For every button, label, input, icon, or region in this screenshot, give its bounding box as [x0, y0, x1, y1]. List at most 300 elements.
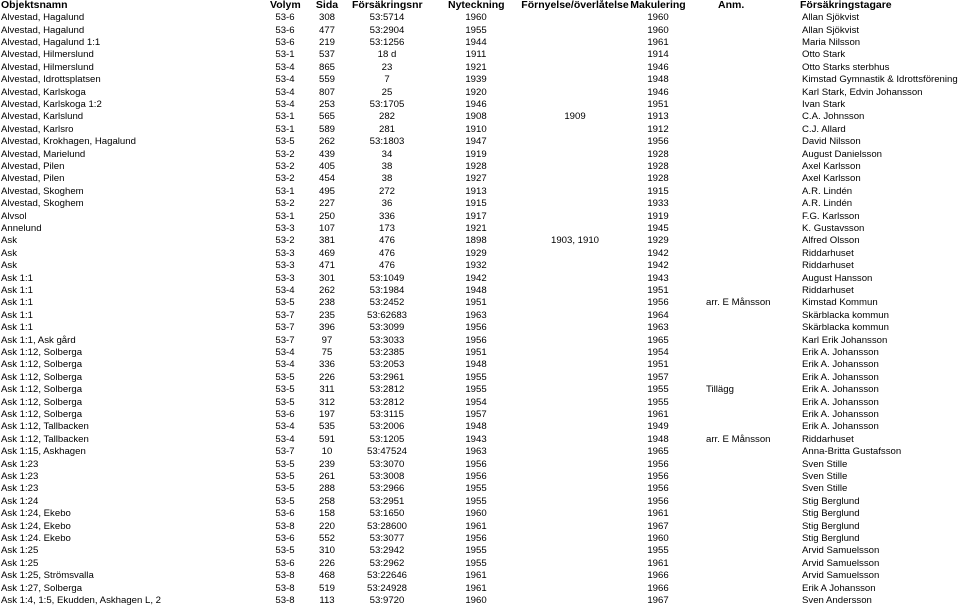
cell-makulering: 1948: [647, 74, 669, 86]
cell-objektsnamn: Alvestad, Marielund: [1, 148, 86, 160]
cell-forsakringsnr: 53:3077: [369, 533, 405, 544]
cell-volym: 53-2: [275, 161, 295, 172]
cell-sida: 288: [318, 483, 335, 495]
cell-makulering: 1933: [647, 198, 669, 210]
cell-objektsnamn: Ask 1:4, 1:5, Ekudden, Askhagen L, 2: [1, 595, 162, 606]
cell-forsakringstagare: Riddarhuset: [802, 260, 854, 272]
cell-forsakringstagare: Erik A. Johansson: [802, 347, 879, 358]
cell-forsakringstagare: C.A. Johnsson: [802, 111, 865, 123]
cell-objektsnamn: Alvestad, Hagalund: [1, 12, 85, 24]
cell-makulering: 1960: [647, 533, 669, 544]
cell-objektsnamn: Alvsol: [1, 210, 27, 222]
cell-forsakringsnr: 53:2904: [369, 24, 405, 36]
cell-forsakringsnr: 476: [378, 247, 395, 259]
cell-forsakringstagare: Erik A. Johansson: [802, 384, 879, 396]
cell-nyteckning: 1951: [465, 297, 487, 309]
cell-sida: 471: [318, 260, 335, 272]
cell-volym: 53-5: [275, 371, 295, 383]
table-row: [0, 595, 959, 607]
cell-makulering: 1928: [647, 161, 669, 172]
cell-objektsnamn: Alvestad, Krokhagen, Hagalund: [1, 136, 136, 148]
table-row: [0, 223, 959, 235]
cell-makulering: 1948: [647, 433, 669, 445]
cell-sida: 381: [318, 235, 335, 247]
cell-makulering: 1960: [647, 24, 669, 36]
cell-makulering: 1964: [647, 309, 669, 321]
cell-volym: 53-2: [275, 198, 295, 210]
table-row: [0, 409, 959, 421]
cell-objektsnamn: Ask: [1, 235, 17, 247]
cell-sida: 226: [318, 557, 335, 569]
header-makulering: Makulering: [630, 0, 686, 11]
table-row: [0, 161, 959, 173]
cell-forsakringstagare: Stig Berglund: [802, 533, 860, 544]
cell-forsakringsnr: 53:3033: [369, 334, 405, 346]
cell-nyteckning: 1913: [465, 185, 487, 197]
table-row: [0, 496, 959, 508]
table-row: [0, 446, 959, 458]
cell-forsakringstagare: Allan Sjökvist: [802, 24, 860, 36]
cell-volym: 53-3: [275, 223, 295, 234]
cell-forsakringsnr: 53:2812: [369, 396, 405, 408]
cell-forsakringsnr: 282: [378, 111, 395, 123]
cell-volym: 53-6: [275, 409, 295, 420]
cell-nyteckning: 1898: [465, 235, 487, 247]
cell-nyteckning: 1944: [465, 37, 487, 48]
cell-nyteckning: 1955: [465, 495, 487, 507]
cell-forsakringstagare: Sven Stille: [802, 471, 848, 482]
cell-forsakringsnr: 53:2961: [369, 371, 405, 383]
table-row: [0, 558, 959, 570]
cell-forsakringstagare: Skärblacka kommun: [802, 322, 889, 334]
cell-volym: 53-3: [275, 260, 295, 272]
cell-forsakringstagare: Erik A. Johansson: [802, 421, 879, 433]
cell-makulering: 1945: [647, 223, 669, 234]
cell-forsakringstagare: David Nilsson: [802, 136, 861, 148]
cell-makulering: 1966: [647, 570, 669, 582]
cell-forsakringstagare: Erik A. Johansson: [802, 359, 879, 371]
cell-makulering: 1913: [647, 111, 669, 123]
cell-forsakringstagare: Sven Andersson: [802, 595, 872, 606]
cell-forsakringstagare: Otto Stark: [802, 49, 846, 61]
table-row: [0, 397, 959, 409]
cell-makulering: 1965: [647, 334, 669, 346]
table-row: [0, 471, 959, 483]
cell-objektsnamn: Alvestad, Pilen: [1, 161, 65, 172]
cell-volym: 53-7: [275, 309, 295, 321]
cell-forsakringstagare: Erik A Johansson: [802, 582, 876, 594]
cell-sida: 405: [318, 161, 335, 172]
cell-objektsnamn: Annelund: [1, 223, 42, 234]
cell-objektsnamn: Alvestad, Karlskoga: [1, 86, 86, 98]
cell-nyteckning: 1961: [465, 570, 487, 582]
cell-forsakringstagare: F.G. Karlsson: [802, 210, 860, 222]
cell-sida: 535: [318, 421, 335, 433]
cell-nyteckning: 1956: [465, 334, 487, 346]
cell-sida: 477: [318, 24, 335, 36]
cell-volym: 53-5: [275, 396, 295, 408]
cell-nyteckning: 1932: [465, 260, 487, 272]
cell-sida: 469: [318, 247, 335, 259]
cell-sida: 227: [318, 198, 335, 210]
cell-forsakringstagare: A.R. Lindén: [802, 198, 853, 210]
table-row: [0, 273, 959, 285]
cell-forsakringsnr: 53:2385: [369, 347, 405, 358]
table-row: [0, 211, 959, 223]
table-row: [0, 186, 959, 198]
cell-volym: 53-4: [275, 99, 295, 110]
cell-volym: 53-7: [275, 446, 295, 458]
cell-forsakringsnr: 53:28600: [366, 520, 407, 532]
cell-forsakringsnr: 53:1650: [369, 508, 405, 520]
cell-forsakringstagare: Stig Berglund: [802, 495, 860, 507]
cell-objektsnamn: Ask 1:1: [1, 322, 33, 334]
cell-objektsnamn: Ask 1:1, Ask gård: [1, 334, 76, 346]
cell-objektsnamn: Ask 1:12, Solberga: [1, 371, 83, 383]
cell-makulering: 1954: [647, 347, 669, 358]
cell-makulering: 1967: [647, 595, 669, 606]
cell-forsakringstagare: Maria Nilsson: [802, 37, 861, 48]
cell-objektsnamn: Ask 1:23: [1, 471, 39, 482]
cell-sida: 565: [318, 111, 335, 123]
cell-anm: arr. E Månsson: [706, 297, 771, 309]
cell-makulering: 1943: [647, 272, 669, 284]
cell-objektsnamn: Ask: [1, 260, 17, 272]
table-row: [0, 434, 959, 446]
cell-objektsnamn: Alvestad, Hilmerslund: [1, 49, 94, 61]
table-row: [0, 198, 959, 210]
cell-forsakringsnr: 53:2962: [369, 557, 405, 569]
cell-forsakringsnr: 53:2812: [369, 384, 405, 396]
cell-forsakringstagare: Riddarhuset: [802, 247, 854, 259]
cell-fornyelse: 1909: [564, 111, 586, 123]
cell-nyteckning: 1954: [465, 396, 487, 408]
cell-volym: 53-4: [275, 285, 295, 296]
cell-forsakringstagare: Axel Karlsson: [802, 173, 861, 185]
cell-objektsnamn: Ask 1:1: [1, 272, 33, 284]
table-row: [0, 25, 959, 37]
cell-objektsnamn: Ask 1:25, Strömsvalla: [1, 570, 94, 582]
cell-volym: 53-8: [275, 595, 295, 606]
cell-forsakringstagare: August Hansson: [802, 272, 873, 284]
cell-forsakringsnr: 53:22646: [366, 570, 407, 582]
header-forsakringsnr: Försäkringsnr: [352, 0, 423, 11]
cell-forsakringstagare: Arvid Samuelsson: [802, 570, 880, 582]
cell-objektsnamn: Ask 1:23: [1, 458, 39, 470]
table-row: [0, 421, 959, 433]
cell-forsakringsnr: 53:3070: [369, 458, 405, 470]
cell-makulering: 1949: [647, 421, 669, 433]
cell-forsakringstagare: Skärblacka kommun: [802, 309, 889, 321]
cell-forsakringstagare: Alfred Olsson: [802, 235, 860, 247]
cell-makulering: 1956: [647, 136, 669, 148]
cell-sida: 807: [318, 86, 335, 98]
cell-volym: 53-4: [275, 433, 295, 445]
cell-objektsnamn: Ask 1:25: [1, 557, 39, 569]
cell-forsakringsnr: 53:3099: [369, 322, 405, 334]
cell-makulering: 1928: [647, 148, 669, 160]
cell-sida: 468: [318, 570, 335, 582]
cell-nyteckning: 1921: [465, 61, 487, 73]
cell-makulering: 1951: [647, 99, 669, 110]
cell-volym: 53-4: [275, 61, 295, 73]
cell-sida: 495: [318, 185, 335, 197]
cell-forsakringstagare: C.J. Allard: [802, 123, 846, 135]
cell-volym: 53-3: [275, 247, 295, 259]
table-header: [0, 0, 959, 11]
cell-nyteckning: 1960: [465, 508, 487, 520]
cell-nyteckning: 1956: [465, 458, 487, 470]
cell-nyteckning: 1921: [465, 223, 487, 234]
cell-sida: 589: [318, 123, 335, 135]
cell-nyteckning: 1942: [465, 272, 487, 284]
cell-volym: 53-5: [275, 483, 295, 495]
header-anm: Anm.: [718, 0, 745, 11]
cell-forsakringsnr: 173: [378, 223, 395, 234]
cell-makulering: 1960: [647, 12, 669, 24]
cell-objektsnamn: Alvestad, Skoghem: [1, 198, 84, 210]
cell-forsakringsnr: 53:62683: [366, 309, 407, 321]
cell-sida: 250: [318, 210, 335, 222]
cell-nyteckning: 1946: [465, 99, 487, 110]
cell-objektsnamn: Ask 1:1: [1, 297, 33, 309]
cell-sida: 262: [318, 136, 335, 148]
cell-sida: 312: [318, 396, 335, 408]
cell-objektsnamn: Alvestad, Idrottsplatsen: [1, 74, 101, 86]
table-row: [0, 359, 959, 371]
cell-forsakringstagare: K. Gustavsson: [802, 223, 865, 234]
table-row: [0, 173, 959, 185]
cell-volym: 53-6: [275, 557, 295, 569]
cell-forsakringstagare: Sven Stille: [802, 458, 848, 470]
cell-nyteckning: 1960: [465, 595, 487, 606]
cell-sida: 219: [318, 37, 335, 48]
cell-makulering: 1957: [647, 371, 669, 383]
cell-forsakringstagare: Otto Starks sterbhus: [802, 61, 890, 73]
cell-forsakringsnr: 53:1205: [369, 433, 405, 445]
cell-sida: 537: [318, 49, 335, 61]
cell-forsakringstagare: Ivan Stark: [802, 99, 846, 110]
cell-sida: 226: [318, 371, 335, 383]
cell-volym: 53-6: [275, 12, 295, 24]
cell-forsakringstagare: Axel Karlsson: [802, 161, 861, 172]
cell-makulering: 1956: [647, 458, 669, 470]
cell-nyteckning: 1951: [465, 347, 487, 358]
table-row: [0, 260, 959, 272]
cell-forsakringstagare: Arvid Samuelsson: [802, 557, 880, 569]
cell-forsakringsnr: 272: [378, 185, 395, 197]
cell-nyteckning: 1955: [465, 384, 487, 396]
table-row: [0, 533, 959, 545]
cell-forsakringsnr: 53:5714: [369, 12, 405, 24]
cell-volym: 53-2: [275, 173, 295, 185]
table-row: [0, 347, 959, 359]
cell-nyteckning: 1955: [465, 371, 487, 383]
cell-anm: arr. E Månsson: [706, 433, 771, 445]
cell-forsakringstagare: Stig Berglund: [802, 508, 860, 520]
cell-volym: 53-5: [275, 545, 295, 557]
cell-objektsnamn: Alvestad, Karlsro: [1, 123, 74, 135]
cell-nyteckning: 1956: [465, 533, 487, 544]
cell-objektsnamn: Ask 1:27, Solberga: [1, 582, 83, 594]
cell-volym: 53-7: [275, 334, 295, 346]
cell-forsakringsnr: 23: [381, 61, 393, 73]
cell-nyteckning: 1947: [465, 136, 487, 148]
cell-forsakringsnr: 53:1984: [369, 285, 405, 296]
cell-volym: 53-1: [275, 123, 295, 135]
cell-objektsnamn: Ask 1:12, Solberga: [1, 384, 83, 396]
cell-objektsnamn: Ask 1:24. Ekebo: [1, 533, 71, 544]
table-row: [0, 322, 959, 334]
table-row: [0, 384, 959, 396]
cell-volym: 53-5: [275, 471, 295, 482]
cell-volym: 53-4: [275, 74, 295, 86]
cell-nyteckning: 1960: [465, 12, 487, 24]
cell-objektsnamn: Ask 1:24: [1, 495, 39, 507]
cell-objektsnamn: Ask 1:23: [1, 483, 39, 495]
cell-makulering: 1961: [647, 37, 669, 48]
cell-volym: 53-8: [275, 520, 295, 532]
table-row: [0, 87, 959, 99]
cell-forsakringstagare: Riddarhuset: [802, 285, 854, 296]
table-row: [0, 459, 959, 471]
cell-sida: 559: [318, 74, 335, 86]
cell-objektsnamn: Alvestad, Hilmerslund: [1, 61, 94, 73]
cell-volym: 53-3: [275, 272, 295, 284]
cell-volym: 53-2: [275, 148, 295, 160]
table-row: [0, 521, 959, 533]
cell-sida: 235: [318, 309, 335, 321]
cell-sida: 396: [318, 322, 335, 334]
cell-nyteckning: 1956: [465, 322, 487, 334]
cell-sida: 253: [318, 99, 335, 110]
cell-sida: 113: [319, 595, 335, 606]
cell-makulering: 1963: [647, 322, 669, 334]
cell-volym: 53-6: [275, 508, 295, 520]
cell-volym: 53-7: [275, 322, 295, 334]
cell-forsakringsnr: 53:2966: [369, 483, 405, 495]
cell-sida: 310: [318, 545, 335, 557]
cell-nyteckning: 1910: [465, 123, 487, 135]
cell-objektsnamn: Alvestad, Hagalund: [1, 24, 85, 36]
cell-objektsnamn: Alvestad, Karlskoga 1:2: [1, 99, 102, 110]
cell-makulering: 1955: [647, 384, 669, 396]
table-row: [0, 483, 959, 495]
cell-nyteckning: 1911: [465, 49, 487, 61]
cell-volym: 53-4: [275, 359, 295, 371]
cell-sida: 10: [321, 446, 333, 458]
table-row: [0, 37, 959, 49]
cell-makulering: 1956: [647, 495, 669, 507]
cell-makulering: 1956: [647, 297, 669, 309]
cell-forsakringsnr: 18 d: [377, 49, 397, 61]
table-row: [0, 49, 959, 61]
cell-nyteckning: 1927: [465, 173, 487, 185]
cell-makulering: 1951: [647, 285, 669, 296]
cell-makulering: 1956: [647, 483, 669, 495]
cell-volym: 53-4: [275, 421, 295, 433]
cell-sida: 552: [318, 533, 335, 544]
cell-makulering: 1942: [647, 260, 669, 272]
cell-nyteckning: 1955: [465, 557, 487, 569]
cell-sida: 197: [318, 409, 335, 420]
cell-makulering: 1956: [647, 471, 669, 482]
cell-volym: 53-5: [275, 384, 295, 396]
cell-forsakringstagare: Allan Sjökvist: [802, 12, 860, 24]
cell-forsakringstagare: Stig Berglund: [802, 520, 860, 532]
cell-makulering: 1942: [647, 247, 669, 259]
cell-makulering: 1951: [647, 359, 669, 371]
cell-nyteckning: 1961: [465, 582, 487, 594]
cell-makulering: 1915: [647, 185, 669, 197]
cell-forsakringsnr: 36: [381, 198, 393, 210]
cell-objektsnamn: Ask 1:12, Solberga: [1, 347, 83, 358]
cell-makulering: 1955: [647, 396, 669, 408]
cell-volym: 53-4: [275, 347, 295, 358]
table-row: [0, 583, 959, 595]
cell-nyteckning: 1961: [465, 520, 487, 532]
cell-makulering: 1967: [647, 520, 669, 532]
cell-forsakringstagare: A.R. Lindén: [802, 185, 853, 197]
header-sida: Sida: [315, 0, 339, 11]
table-row: [0, 235, 959, 247]
cell-anm: Tillägg: [706, 384, 734, 396]
cell-forsakringstagare: Kimstad Kommun: [802, 297, 878, 309]
cell-forsakringsnr: 336: [378, 210, 395, 222]
cell-forsakringstagare: Erik A. Johansson: [802, 409, 879, 420]
cell-sida: 261: [318, 471, 335, 482]
cell-forsakringsnr: 53:3115: [370, 409, 404, 420]
cell-objektsnamn: Alvestad, Pilen: [1, 173, 65, 185]
cell-objektsnamn: Ask 1:12, Tallbacken: [1, 421, 89, 433]
cell-nyteckning: 1955: [465, 24, 487, 36]
cell-nyteckning: 1948: [465, 359, 487, 371]
cell-objektsnamn: Ask 1:12, Solberga: [1, 359, 83, 371]
header-fornyelse: Förnyelse/överlåtelse: [521, 0, 629, 11]
cell-objektsnamn: Ask 1:1: [1, 285, 33, 296]
cell-forsakringstagare: Karl Stark, Edvin Johansson: [802, 86, 923, 98]
cell-nyteckning: 1963: [465, 309, 487, 321]
table-row: [0, 111, 959, 123]
cell-nyteckning: 1917: [465, 210, 487, 222]
cell-nyteckning: 1908: [465, 111, 487, 123]
cell-forsakringstagare: Erik A. Johansson: [802, 396, 879, 408]
cell-volym: 53-1: [275, 49, 295, 61]
cell-objektsnamn: Ask 1:12, Tallbacken: [1, 433, 89, 445]
table-row: [0, 335, 959, 347]
cell-objektsnamn: Ask: [1, 247, 17, 259]
cell-objektsnamn: Ask 1:15, Askhagen: [1, 446, 86, 458]
table-row: [0, 99, 959, 111]
header-objektsnamn: Objektsnamn: [1, 0, 68, 11]
cell-makulering: 1966: [647, 582, 669, 594]
cell-nyteckning: 1943: [465, 433, 487, 445]
cell-objektsnamn: Ask 1:12, Solberga: [1, 396, 83, 408]
cell-makulering: 1928: [647, 173, 669, 185]
cell-sida: 519: [318, 582, 335, 594]
cell-objektsnamn: Ask 1:24, Ekebo: [1, 508, 71, 520]
header-volym: Volym: [270, 0, 301, 11]
cell-makulering: 1946: [647, 61, 669, 73]
cell-sida: 97: [321, 334, 333, 346]
cell-forsakringsnr: 53:1705: [369, 99, 405, 110]
cell-forsakringsnr: 34: [381, 148, 393, 160]
cell-nyteckning: 1948: [465, 421, 487, 433]
cell-sida: 591: [318, 433, 335, 445]
table-row: [0, 310, 959, 322]
cell-sida: 308: [318, 12, 335, 24]
cell-forsakringsnr: 281: [378, 123, 395, 135]
